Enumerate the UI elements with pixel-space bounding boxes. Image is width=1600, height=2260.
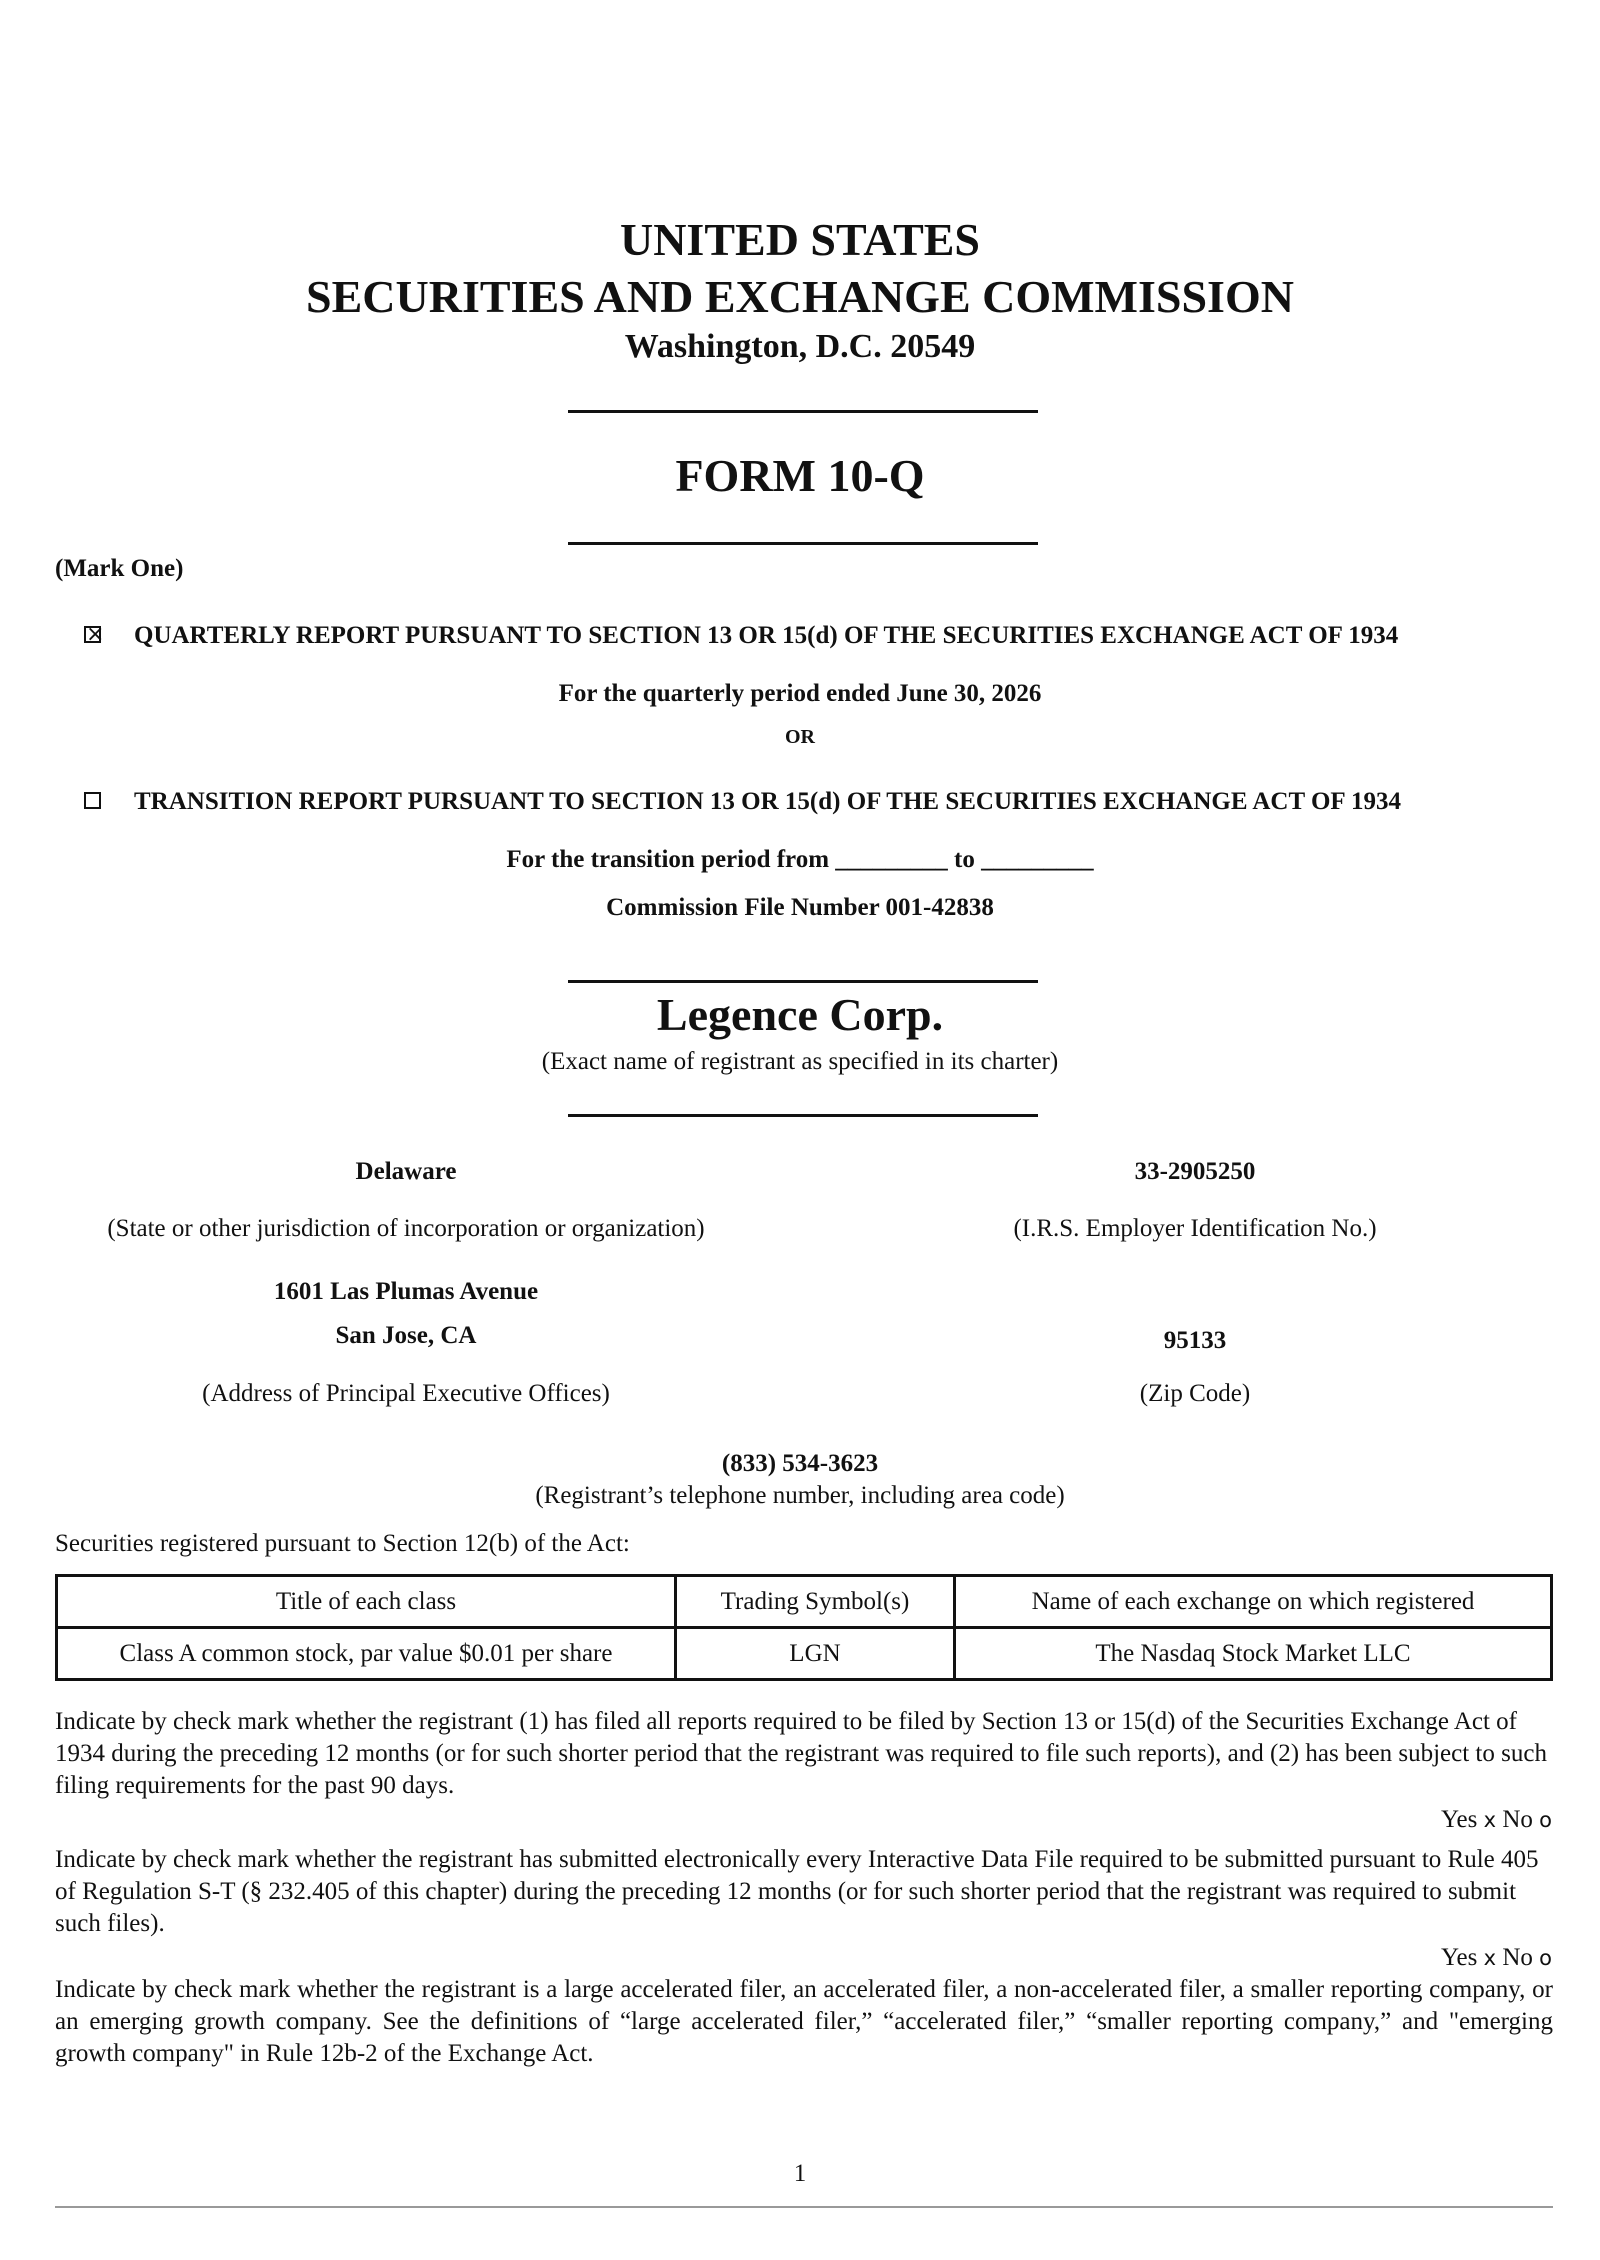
table-cell: Class A common stock, par value $0.01 per share [57,1628,676,1680]
securities-table [55,1574,1553,1681]
table-cell: The Nasdaq Stock Market LLC [955,1628,1552,1680]
yes-no-1 [1441,1806,1552,1834]
ein-value: 33-2905250 [1134,1158,1256,1185]
column-header: Trading Symbol(s) [676,1576,955,1628]
transition-period: For the transition period from _________ to _________ [506,846,1094,873]
table-row [57,1628,1552,1680]
checked-x-icon: × [86,622,105,647]
phone-caption: (Registrant’s telephone number, including area code) [535,1482,1065,1509]
page-number: 1 [793,2160,807,2187]
commission-file-number: Commission File Number 001-42838 [606,894,994,921]
no-mark[interactable]: o [1539,1808,1552,1832]
address-caption: (Address of Principal Executive Offices) [202,1380,610,1407]
zip-code: 95133 [1163,1327,1227,1354]
quarterly-period: For the quarterly period ended June 30, 2026 [558,680,1042,707]
header-united-states: UNITED STATES [619,214,981,265]
state-of-incorporation: Delaware [355,1158,457,1185]
securities-intro: Securities registered pursuant to Section 12(b) of the Act: [55,1530,630,1557]
transition-checkbox[interactable] [84,792,101,809]
phone-number: (833) 534-3623 [721,1450,879,1477]
divider [568,1114,1038,1117]
header-location: Washington, D.C. 20549 [624,328,976,365]
no-label: No [1502,1806,1533,1833]
quarterly-checkbox[interactable] [84,622,105,647]
form-title: FORM 10-Q [675,450,925,501]
quarterly-report-text: QUARTERLY REPORT PURSUANT TO SECTION 13 OR 15(d) OF THE SECURITIES EXCHANGE ACT OF 1934 [134,622,1399,649]
divider [568,542,1038,545]
footer-divider [55,2206,1553,2208]
yes-label: Yes [1441,1944,1478,1971]
yes-mark[interactable]: x [1483,1946,1497,1970]
table-header-row [57,1576,1552,1628]
yes-label: Yes [1441,1806,1478,1833]
zip-caption: (Zip Code) [1139,1380,1251,1407]
divider [568,980,1038,983]
no-label: No [1502,1944,1533,1971]
yes-mark[interactable]: x [1483,1808,1497,1832]
registrant-name-caption: (Exact name of registrant as specified in its charter) [541,1048,1059,1075]
transition-report-text: TRANSITION REPORT PURSUANT TO SECTION 13 OR 15(d) OF THE SECURITIES EXCHANGE ACT OF 1934 [134,788,1401,815]
indication-paragraph-2: Indicate by check mark whether the registrant has submitted electronically every Interactive Data File required to be submitted pursuant to Rule 405 of Regulation S-T (§ 232.405 of this chapter) during the preceding 12 months (or for such shorter period that the registrant was required to submit such files). [55,1846,1539,1937]
address-line-2: San Jose, CA [335,1322,477,1349]
address-line-1: 1601 Las Plumas Avenue [273,1278,539,1305]
mark-one-label: (Mark One) [55,555,184,582]
column-header: Title of each class [57,1576,676,1628]
ein-caption: (I.R.S. Employer Identification No.) [1013,1215,1377,1242]
state-caption: (State or other jurisdiction of incorporation or organization) [107,1215,705,1242]
header-sec: SECURITIES AND EXCHANGE COMMISSION [306,271,1294,322]
or-separator: OR [785,726,815,748]
no-mark[interactable]: o [1539,1946,1552,1970]
indication-paragraph-1: Indicate by check mark whether the registrant (1) has filed all reports required to be filed by Section 13 or 15(d) of the Securities Exchange Act of 1934 during the preceding 12 months (or for such shorter period that the registrant was required to file such reports), and (2) has been subject to such filing requirements for the past 90 days. [55,1708,1547,1799]
table-cell: LGN [676,1628,955,1680]
divider [568,410,1038,413]
registrant-name: Legence Corp. [656,989,944,1040]
filer-status-paragraph: Indicate by check mark whether the registrant is a large accelerated filer, an accelerated filer, a non-accelerated filer, a smaller reporting company, or an emerging growth company. See the definitions of “large accelerated filer,” “accelerated filer,” “smaller reporting company,” and "emerging growth company" in Rule 12b-2 of the Exchange Act. [55,1976,1553,2067]
yes-no-2 [1441,1944,1552,1972]
column-header: Name of each exchange on which registered [955,1576,1552,1628]
